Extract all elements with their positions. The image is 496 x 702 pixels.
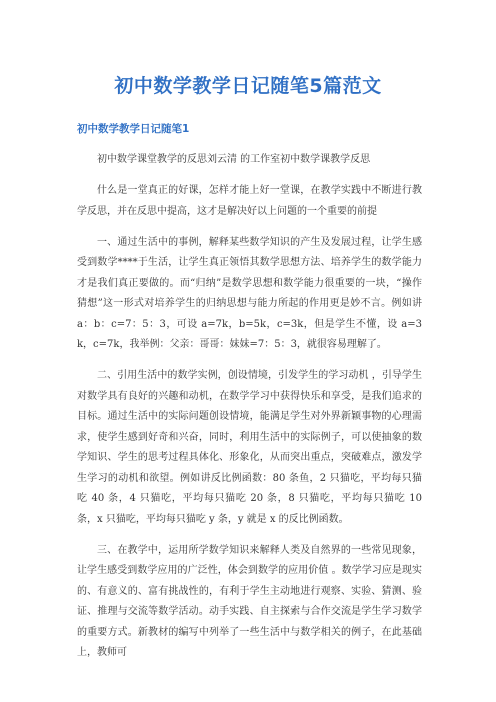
paragraph-subtitle: 初中数学课堂教学的反思刘云清 的工作室初中数学课教学反思 [97, 154, 371, 165]
document-title: 初中数学教学日记随笔5篇范文 [114, 75, 382, 97]
paragraph-intro: 什么是一堂真正的好课，怎样才能上好一堂课，在教学实践中不断进行教学反思，并在反思中提高，这才是解决好以上问题的一个重要的前提 [77, 185, 422, 217]
paragraph-point-1: 一、通过生活中的事例，解释某些数学知识的产生及发展过程，让学生感受到数学****于生活，让学生真正领悟其数学思想方法、培养学生的数学能力才是我们真正要做的。而“归纳”是数学思想和数学能力很重要的一块，“操作猜想”这一形式对培养学生的归纳思想与能力所起的作用更是妙不言。例如讲 a：b：c=7：5：3，可设 a=7k，b=5k，c=3k，但是学生不懂，设 a=3k，c=7k，我举例：父亲：哥哥：妹妹=7：5：3，就很容易理解了。 [77, 236, 422, 350]
paragraph-point-3: 三、在教学中，运用所学数学知识来解释人类及自然界的一些常见现象，让学生感受到数学应用的广泛性，体会到数学的应用价值 。数学学习应是现实的、有意义的、富有挑战性的，有利于学生主动地进行观察、实验、猜测、验证、推理与交流等数学活动。动手实践、自主探索与合作交流是学生学习数学的重要方式。新教材的编写中列举了一些生活中与数学相关的例子，在此基础上，教师可 [77, 544, 422, 658]
document-body [77, 150, 422, 664]
section-heading: 初中数学教学日记随笔1 [77, 123, 190, 135]
paragraph-point-2: 二、引用生活中的数学实例，创设情境，引发学生的学习动机 ，引导学生对数学具有良好的兴趣和动机，在数学学习中获得快乐和享受，是我们追求的目标。通过生活中的实际问题创设情境，能满足学生对外界新颖事物的心理需求，使学生感到好奇和兴奋，同时，利用生活中的实际例子，可以使抽象的数学知识、学生的思考过程具体化、形象化，从而突出重点，突破难点，激发学生学习的动机和欲望。例如讲反比例函数：80 条鱼，2 只猫吃，平均每只猫吃 40 条，4 只猫吃，平均每只猫吃 20 条，8 只猫吃，平均每只猫吃 10 条，x 只猫吃，平均每只猫吃 y 条，y 就是 x 的反比例函数。 [77, 370, 422, 525]
